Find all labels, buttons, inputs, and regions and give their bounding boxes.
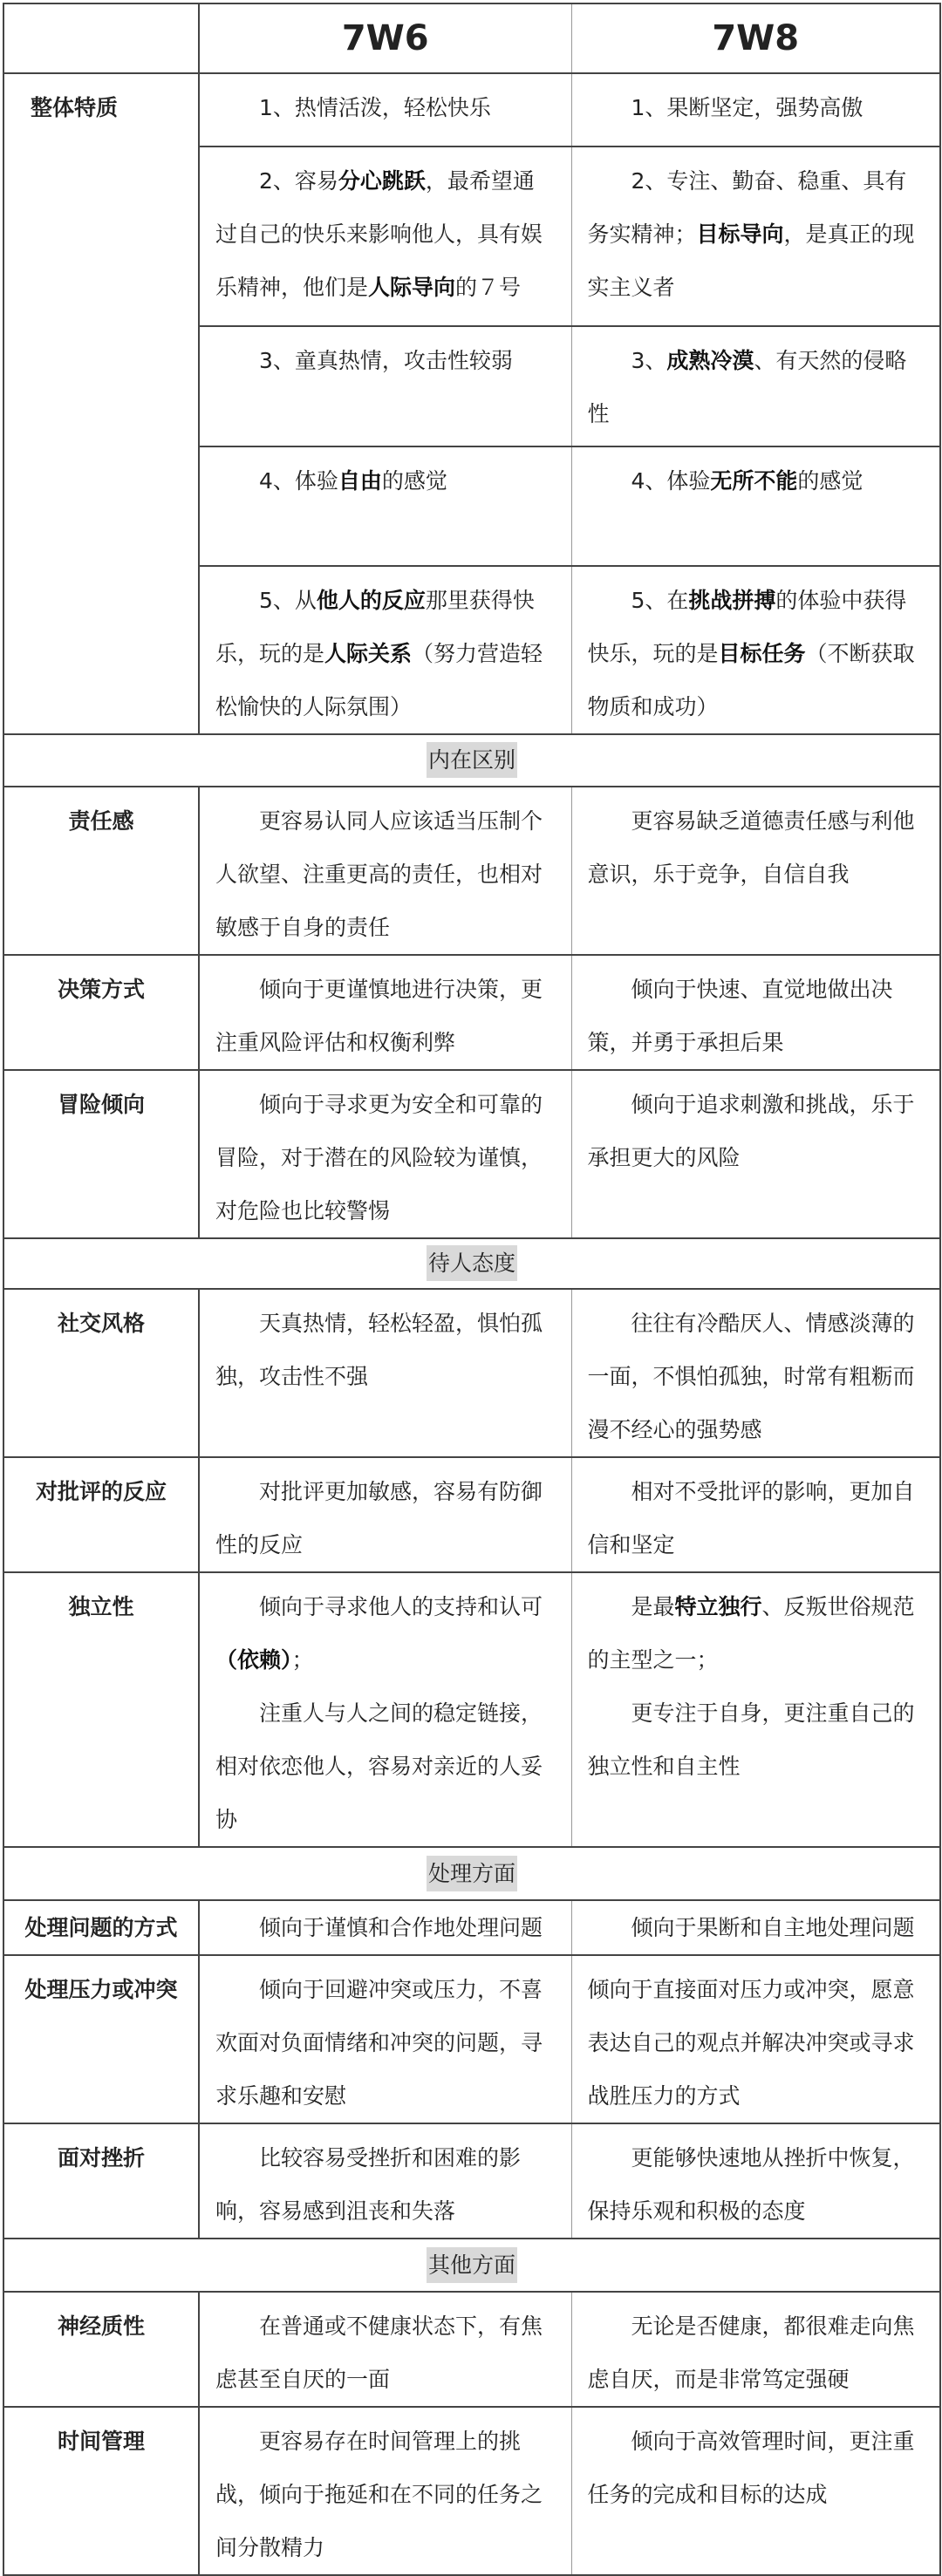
bold-text: 人际关系: [324, 641, 413, 666]
bold-text: （依赖）: [215, 1647, 292, 1673]
cell-7w8: [571, 147, 940, 326]
table-row: [3, 1289, 940, 1457]
section-title-cell: [3, 2239, 940, 2292]
cell-7w8: 往往有冷酷厌人、情感淡薄的一面，不惧怕孤独，时常有粗粝而漫不经心的强势感: [571, 1289, 940, 1457]
row-label: 决策方式: [3, 955, 199, 1070]
cell-7w8: 更容易缺乏道德责任感与利他意识，乐于竞争，自信自我: [571, 787, 940, 955]
cell-7w6: [199, 147, 571, 326]
table-row: [3, 1070, 940, 1238]
text: 4、体验: [631, 468, 711, 494]
bold-text: 人际导向: [368, 275, 456, 300]
row-label: 面对挫折: [3, 2123, 199, 2239]
cell-7w8: 相对不受批评的影响，更加自信和坚定: [571, 1457, 940, 1572]
text: ；: [291, 1647, 314, 1673]
text: 3、: [631, 348, 667, 373]
cell-7w8: 1、果断坚定，强势高傲: [571, 73, 940, 147]
cell-7w8: 倾向于直接面对压力或冲突，愿意表达自己的观点并解决冲突或寻求战胜压力的方式: [571, 1955, 940, 2123]
row-label: 独立性: [3, 1572, 199, 1847]
text: 的感觉: [797, 468, 864, 494]
text: 倾向于寻求他人的支持和认可: [259, 1594, 543, 1619]
cell-7w8: [571, 446, 940, 566]
section-header-other: [3, 2239, 940, 2292]
paragraph: [215, 1580, 556, 1687]
cell-7w6: 天真热情，轻松轻盈，惧怕孤独，攻击性不强: [199, 1289, 571, 1457]
bold-text: 成熟冷漠: [666, 348, 754, 373]
cell-7w6: [199, 446, 571, 566]
text: （不断获取物质和成功）: [587, 641, 915, 719]
cell-7w8: 更能够快速地从挫折中恢复，保持乐观和积极的态度: [571, 2123, 940, 2239]
row-label: 处理压力或冲突: [3, 1955, 199, 2123]
text: 2、专注、勤奋、稳重、具有务实精神；: [587, 168, 907, 247]
table-row: [3, 955, 940, 1070]
bold-text: 自由: [338, 468, 382, 494]
section-header-attitude: [3, 1238, 940, 1289]
row-label: 冒险倾向: [3, 1070, 199, 1238]
section-title: 处理方面: [427, 1856, 517, 1891]
bold-text: 分心跳跃: [338, 168, 426, 194]
row-label: 责任感: [3, 787, 199, 955]
bold-text: 目标任务: [718, 641, 806, 666]
cell-7w6: 倾向于寻求更为安全和可靠的冒险，对于潜在的风险较为谨慎，对危险也比较警惕: [199, 1070, 571, 1238]
header-row: [3, 3, 940, 73]
cell-7w8: [571, 1572, 940, 1847]
comparison-table: [3, 3, 941, 2576]
row-label: 神经质性: [3, 2292, 199, 2407]
text: 是最: [631, 1594, 675, 1619]
cell-7w8: [571, 326, 940, 446]
cell-7w8: [571, 566, 940, 734]
text: 4、体验: [259, 468, 338, 494]
text: 、反叛世俗规范的主型之一；: [587, 1594, 915, 1673]
bold-text: 目标导向: [696, 221, 784, 247]
cell-7w6: 3、童真热情，攻击性较弱: [199, 326, 571, 446]
section-title-cell: [3, 1847, 940, 1900]
text: 的感觉: [381, 468, 447, 494]
table-row: [3, 1900, 940, 1955]
cell-7w6: [199, 566, 571, 734]
text: （努力营造轻松愉快的人际氛围）: [215, 641, 543, 719]
cell-7w6: 1、热情活泼，轻松快乐: [199, 73, 571, 147]
cell-7w6: 对批评更加敏感，容易有防御性的反应: [199, 1457, 571, 1572]
table-row: [3, 2123, 940, 2239]
row-label: 时间管理: [3, 2407, 199, 2575]
bold-text: 无所不能: [710, 468, 798, 494]
cell-7w6: 更容易认同人应该适当压制个人欲望、注重更高的责任，也相对敏感于自身的责任: [199, 787, 571, 955]
section-title: 待人态度: [427, 1245, 517, 1281]
bold-text: 特立独行: [674, 1594, 762, 1619]
text: ，是真正的现实主义者: [587, 221, 915, 300]
cell-7w8: 倾向于快速、直觉地做出决策，并勇于承担后果: [571, 955, 940, 1070]
table-row: [3, 2407, 940, 2575]
text: 的７号: [455, 275, 522, 300]
cell-7w6: 比较容易受挫折和困难的影响，容易感到沮丧和失落: [199, 2123, 571, 2239]
text: 2、容易: [259, 168, 338, 194]
table-row: [3, 2292, 940, 2407]
section-title-cell: [3, 734, 940, 787]
cell-7w8: 倾向于高效管理时间，更注重任务的完成和目标的达成: [571, 2407, 940, 2575]
cell-7w6: 更容易存在时间管理上的挑战，倾向于拖延和在不同的任务之间分散精力: [199, 2407, 571, 2575]
text: ，最希望通过自己的快乐来影响他人，具有娱乐精神，他们是: [215, 168, 543, 300]
paragraph: [588, 1580, 925, 1687]
cell-7w6: 在普通或不健康状态下，有焦虑甚至自厌的一面: [199, 2292, 571, 2407]
row-label: 处理问题的方式: [3, 1900, 199, 1955]
row-label: 对批评的反应: [3, 1457, 199, 1572]
table-row: [3, 1955, 940, 2123]
paragraph: 更专注于自身，更注重自己的独立性和自主性: [587, 1700, 915, 1779]
section-title-cell: [3, 1238, 940, 1289]
cell-7w6: 倾向于谨慎和合作地处理问题: [199, 1900, 571, 1955]
header-empty-cell: [3, 3, 199, 73]
cell-7w8: 倾向于果断和自主地处理问题: [571, 1900, 940, 1955]
header-7w8: 7W8: [571, 3, 940, 73]
text: 5、从: [259, 588, 317, 613]
text: 5、在: [631, 588, 689, 613]
section-header-inner: [3, 734, 940, 787]
cell-7w8: 倾向于追求刺激和挑战，乐于承担更大的风险: [571, 1070, 940, 1238]
cell-7w6: [199, 1572, 571, 1847]
section-header-handling: [3, 1847, 940, 1900]
text: 、有天然的侵略性: [587, 348, 907, 426]
section-title: 内在区别: [427, 742, 517, 778]
table-row: [3, 1457, 940, 1572]
cell-7w6: 倾向于更谨慎地进行决策，更注重风险评估和权衡利弊: [199, 955, 571, 1070]
header-7w6: 7W6: [199, 3, 571, 73]
cell-7w8: 无论是否健康，都很难走向焦虑自厌，而是非常笃定强硬: [571, 2292, 940, 2407]
bold-text: 挑战拼搏: [688, 588, 776, 613]
text: 的体验中获得快乐，玩的是: [587, 588, 907, 666]
text: 那里获得快乐，玩的是: [215, 588, 535, 666]
overall-label: 整体特质: [3, 73, 199, 734]
section-title: 其他方面: [427, 2247, 517, 2283]
table-row: [3, 787, 940, 955]
cell-7w6: 倾向于回避冲突或压力，不喜欢面对负面情绪和冲突的问题，寻求乐趣和安慰: [199, 1955, 571, 2123]
bold-text: 他人的反应: [316, 588, 426, 613]
row-label: 社交风格: [3, 1289, 199, 1457]
overall-row-1: [3, 73, 940, 147]
paragraph: 注重人与人之间的稳定链接，相对依恋他人，容易对亲近的人妥协: [215, 1700, 543, 1832]
table-row: [3, 1572, 940, 1847]
